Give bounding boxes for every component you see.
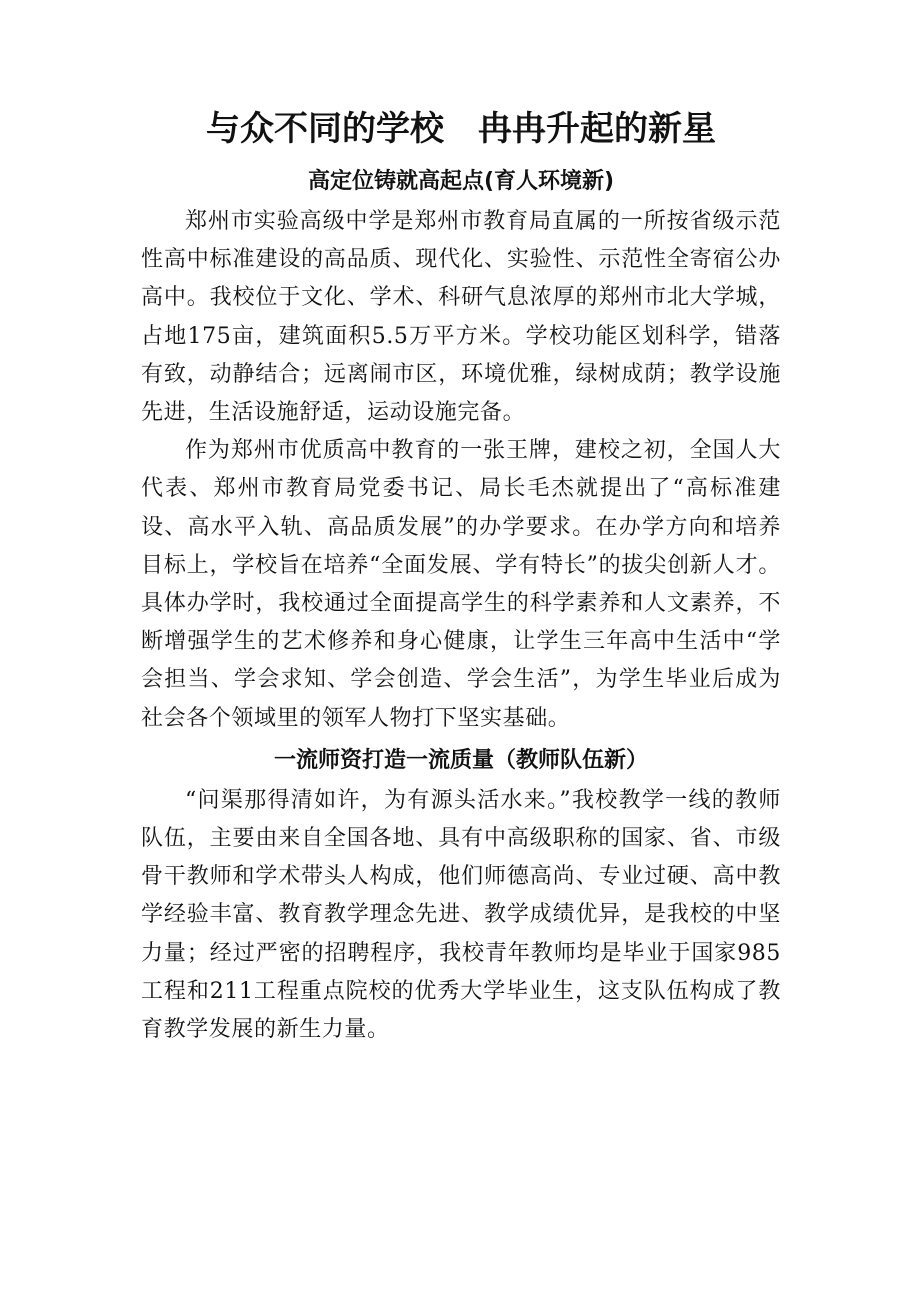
section-learning-environment — [141, 161, 781, 738]
section-heading: 高定位铸就高起点(育人环境新) — [307, 169, 615, 194]
section-heading: 一流师资打造一流质量（教师队伍新） — [273, 747, 648, 773]
section-teaching-staff — [141, 740, 781, 1049]
document-page — [141, 105, 781, 1049]
paragraph: “问渠那得清如许，为有源头活水来。”我校教学一线的教师队伍，主要由来自全国各地、具有中高级职称的国家、省、市级骨干教师和学术带头人构成，他们师德高尚、专业过硬、高中教学经验丰富、教育教学理念先进、教学成绩优异，是我校的中坚力量；经过严密的招聘程序，我校青年教师均是毕业于国家985工程和211工程重点院校的优秀大学毕业生，这支队伍构成了教育教学发展的新生力量。 — [141, 787, 781, 1043]
document-title: 与众不同的学校 冉冉升起的新星 — [206, 109, 716, 149]
paragraph: 作为郑州市优质高中教育的一张王牌，建校之初，全国人大代表、郑州市教育局党委书记、局长毛杰就提出了“高标准建设、高水平入轨、高品质发展”的办学要求。在办学方向和培养目标上，学校旨在培养“全面发展、学有特长”的拔尖创新人才。具体办学时，我校通过全面提高学生的科学素养和人文素养，不断增强学生的艺术修养和身心健康，让学生三年高中生活中“学会担当、学会求知、学会创造、学会生活”，为学生毕业后成为社会各个领域里的领军人物打下坚实基础。 — [141, 438, 781, 731]
paragraph: 郑州市实验高级中学是郑州市教育局直属的一所按省级示范性高中标准建设的高品质、现代化、实验性、示范性全寄宿公办高中。我校位于文化、学术、科研气息浓厚的郑州市北大学城，占地175亩，建筑面积5.5万平方米。学校功能区划科学，错落有致，动静结合；远离闹市区，环境优雅，绿树成荫；教学设施先进，生活设施舒适，运动设施完备。 — [141, 209, 781, 426]
